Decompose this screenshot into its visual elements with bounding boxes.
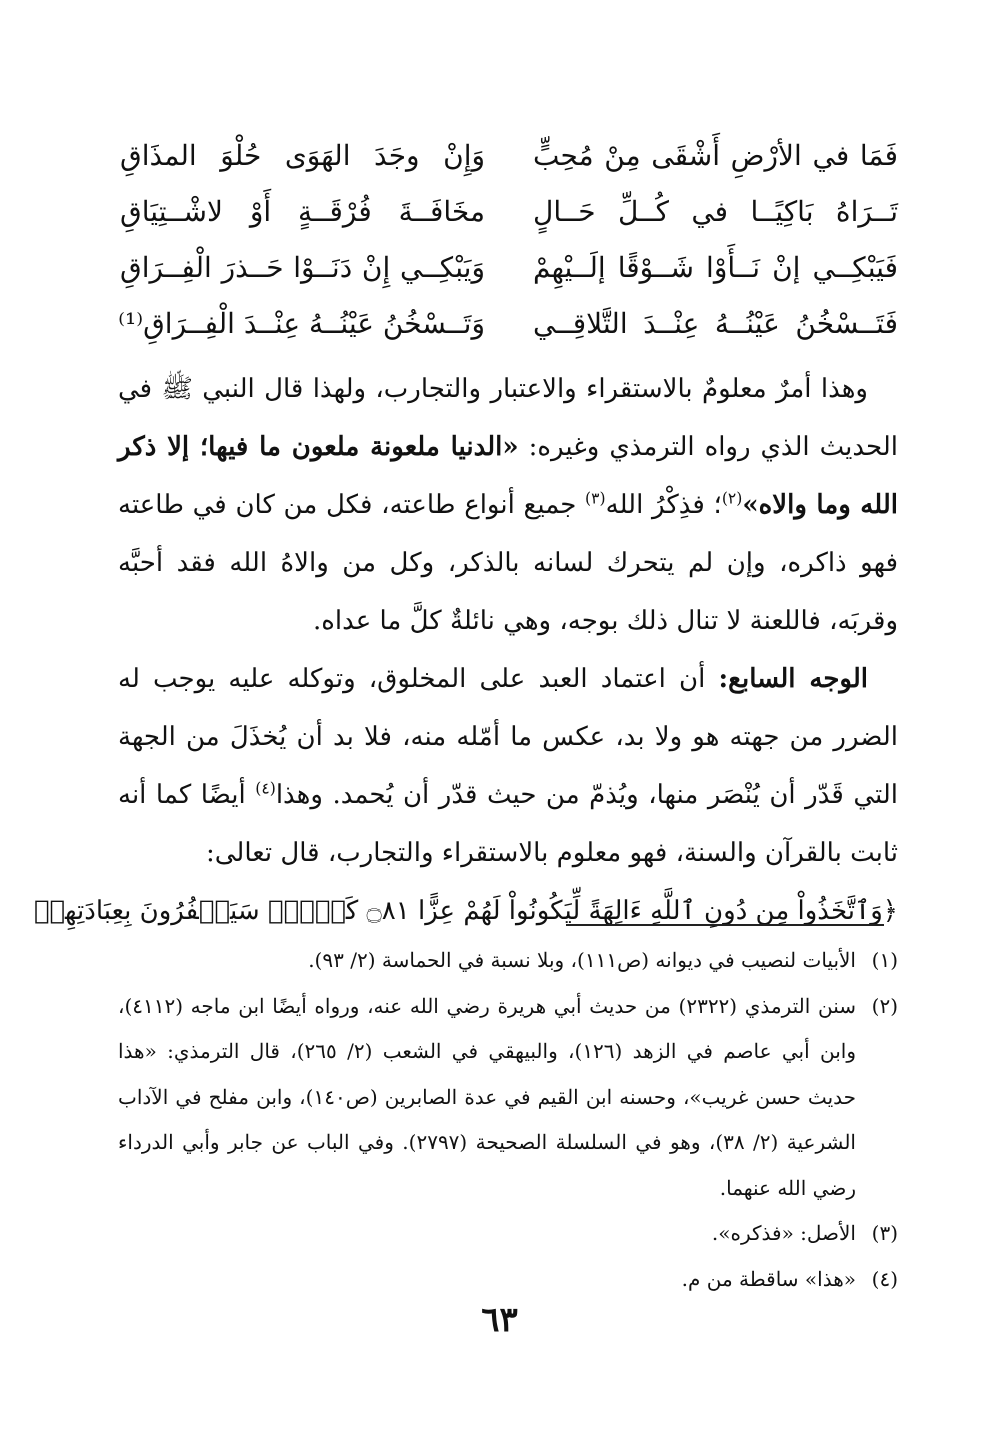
section-heading: الوجه السابع: [718,664,868,694]
verse [120,240,898,296]
paragraph-text: أن اعتماد العبد على المخلوق، وتوكله عليه يوجب له الضرر من جهته هو ولا بد، عكس ما أمّله منه، فلا بد أن يُخذَلَ من الجهة التي قَدّر أن يُنْصَر منها، ويُذمّ من حيث قدّر أن يُحمد. وهذا [118,664,898,810]
verse-first-hemistich: تَــرَاهُ بَاكِيًــا في كُــلِّ حَــالٍ [533,195,898,228]
verse [120,296,898,352]
main-text [33,360,898,940]
footnote-divider [566,924,884,926]
footnote-text: الأصل: «فذكره». [711,1221,856,1245]
footnote-text: الأبيات لنصيب في ديوانه (ص١١١)، وبلا نسبة في الحماسة (٢/ ٩٣). [308,948,856,972]
paragraph-hadith [118,360,898,650]
poem [120,128,898,352]
verse-second-hemistich: وَيَبْكِــي إِنْ دَنَــوْا حَــذرَ الْفِــرَاقِ [120,251,485,284]
verse-first-hemistich: فَمَا في الأرْضِ أَشْقَى مِنْ مُحِبٍّ [533,139,898,172]
verse-second-hemistich: وَإِنْ وجَدَ الهَوَى حُلْوَ المذَاقِ [120,139,485,172]
verse-second-hemistich: وَتَــسْخُنُ عَيْنُــهُ عِنْــدَ الْفِــرَاقِ⁽¹⁾ [118,307,485,340]
footnote-text: سنن الترمذي (٢٣٢٢) من حديث أبي هريرة رضي الله عنه، ورواه أيضًا ابن ماجه (٤١١٢)، وابن أبي عاصم في الزهد (١٢٦)، والبيهقي في الشعب (٢/ ٢٦٥)، قال الترمذي: «هذا حديث حسن غريب»، وحسنه ابن القيم في عدة الصابرين (ص١٤٠)، وابن مفلح في الآداب الشرعية (٢/ ٣٨)، وهو في السلسلة الصحيحة (٢٧٩٧). وفي الباب عن جابر وأبي الدرداء رضي الله عنهما. [118,993,856,1200]
paragraph-seventh-aspect [118,650,898,882]
verse-second-hemistich: مخَافَــةَ فُرْقَــةٍ أَوْ لاشْــتِيَاقِ [120,195,485,228]
footnote-text: «هذا» ساقطة من م. [681,1266,856,1291]
footnote-number: (٤) [871,1266,898,1291]
footnote-number: (٣) [871,1221,898,1245]
paragraph-text: ؛ فذِكْرُ الله [605,490,722,520]
paragraph-text: جميع أنواع طاعته، فكل من كان في طاعته فهو ذاكره، وإن لم يتحرك لسانه بالذكر، وكل من والاهُ الله فقد أحبَّه وقربَه، فاللعنة لا تنال ذلك بوجه، وهي نائلةٌ كلَّ ما عداه. [118,490,898,636]
verse-first-hemistich: فَتَــسْخُنُ عَيْنُــهُ عِنْــدَ التَّلاقِــي [533,307,898,340]
quran-verse: ﴿وَٱتَّخَذُواْ مِن دُونِ ٱللَّهِ ءَالِهَةً لِّيَكُونُواْ لَهُمْ عِزًّا ۝٨١ كَلَّاۚ سَيَكۡفُرُونَ بِعِبَادَتِهِمۡ [33,896,898,926]
verse [120,128,898,184]
footnote-number: (١) [871,948,898,972]
footnote-ref: (٣) [585,489,606,508]
footnote-number: (٢) [871,993,898,1018]
verse [120,184,898,240]
hadith-quote: «الدنيا ملعونة ملعون ما فيها؛ إلا ذكر الله وما والاه» [118,432,898,520]
footnote-ref: (٤) [255,779,276,798]
footnote [118,984,898,1212]
page-number: ٦٣ [481,1300,518,1340]
footnote [118,1257,898,1303]
paragraph-text: أيضًا كما أنه ثابت بالقرآن والسنة، فهو معلوم بالاستقراء والتجارب، قال تعالى: [118,780,898,868]
footnote-ref: (٢) [721,489,743,508]
footnotes [118,938,898,1302]
footnote [118,938,898,984]
footnote [118,1211,898,1257]
verse-first-hemistich: فَيَبْكِــي إنْ نَــأَوْا شَــوْقًا إلَــيْهِمْ [533,251,898,284]
paragraph-text: وهذا أمرٌ معلومٌ بالاستقراء والاعتبار والتجارب، ولهذا قال النبي ﷺ في الحديث الذي رواه الترمذي وغيره: [118,374,898,462]
